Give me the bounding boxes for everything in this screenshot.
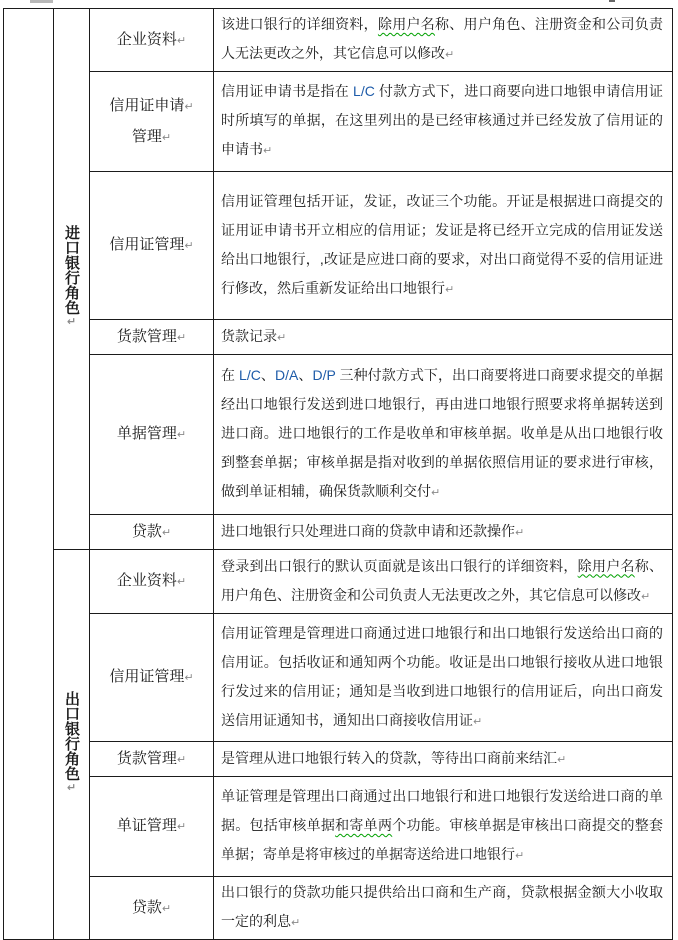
paragraph-mark: ↵ bbox=[161, 131, 172, 144]
function-desc-cell bbox=[214, 550, 673, 614]
text-segment: 付款方式下，进口商要向进口地银申请信用证时所填写的单据，在这里列出的是已经审核通过并已经发放了信用证的申请书 bbox=[221, 83, 663, 157]
table-row bbox=[4, 614, 673, 742]
text-segment: 登录到出口银行的默认页面就是该出口银行的详细资料， bbox=[221, 557, 578, 574]
paragraph-mark: ↵ bbox=[557, 753, 567, 766]
function-label-cell bbox=[90, 614, 214, 742]
paragraph-mark: ↵ bbox=[176, 34, 187, 47]
paragraph-mark: ↵ bbox=[291, 917, 301, 929]
text-segment: 进口地银行只处理进口商的贷款申请和还款操作 bbox=[221, 522, 515, 539]
crop-artifact-left bbox=[30, 0, 53, 3]
text-segment: 货款记录 bbox=[221, 327, 277, 344]
text-segment: 除用户名 bbox=[577, 557, 635, 574]
text-segment: 进口银行角色 bbox=[63, 225, 80, 315]
paragraph-mark: ↵ bbox=[65, 315, 77, 328]
text-segment: 信用证管理 bbox=[109, 236, 185, 253]
role-header-cell-import-bank bbox=[54, 9, 90, 550]
paragraph-mark: ↵ bbox=[515, 526, 525, 539]
text-segment: 信用证管理包括开证，发证，改证三个功能。开证是根据进口商提交的证用证申请书开立相应的信用证；发证是将已经开立完成的信用证发送给出口地银行，,改证是应进口商的要求，对出口商觉得不妥的信用证进行修改，然后重新发证给出口地银行 bbox=[221, 192, 663, 296]
function-desc-cell bbox=[214, 355, 673, 515]
table-row bbox=[4, 550, 673, 614]
text-segment: 出口银行的贷款功能只提供给出口商和生产商，贷款根据金额大小收取一定的利息 bbox=[221, 884, 663, 929]
left-spacer-cell bbox=[4, 9, 54, 940]
paragraph-mark: ↵ bbox=[184, 100, 194, 113]
paragraph-mark: ↵ bbox=[445, 283, 455, 296]
paragraph-mark: ↵ bbox=[641, 590, 651, 603]
table-row bbox=[4, 72, 673, 172]
text-segment: 信用证管理 bbox=[109, 668, 185, 685]
role-header-label bbox=[64, 691, 79, 794]
paragraph-mark: ↵ bbox=[184, 240, 194, 252]
table-row bbox=[4, 355, 673, 515]
function-label-cell bbox=[90, 9, 214, 72]
paragraph-mark: ↵ bbox=[161, 902, 172, 915]
function-desc-cell bbox=[214, 515, 673, 550]
paragraph-mark: ↵ bbox=[515, 850, 525, 862]
text-segment: 、 bbox=[298, 367, 313, 383]
function-label-cell bbox=[90, 515, 214, 550]
text-segment: 企业资料 bbox=[116, 572, 177, 589]
paragraph-mark: ↵ bbox=[176, 576, 187, 588]
text-segment: 信用证申请 bbox=[109, 96, 185, 114]
text-segment: 企业资料 bbox=[116, 30, 177, 48]
function-desc-cell bbox=[214, 9, 673, 72]
function-desc-cell bbox=[214, 172, 673, 320]
function-desc-cell bbox=[214, 742, 673, 777]
text-segment: 和寄单两 bbox=[335, 817, 393, 833]
text-segment: 个功能。审核单据是审核出口商提交的整套单据；寄单是将审核过的单据寄送给进口地银行 bbox=[221, 817, 664, 862]
text-segment: 称、用户角色、注册资金和公司负责人无法更改之外，其它信息可以修改 bbox=[221, 557, 664, 603]
text-segment: L/C bbox=[353, 83, 375, 99]
text-segment: 除用户名 bbox=[377, 16, 436, 32]
role-header-cell-export-bank bbox=[54, 550, 90, 940]
text-segment: 贷款 bbox=[131, 898, 162, 916]
text-segment: 在 bbox=[221, 367, 240, 383]
crop-artifact-right bbox=[609, 0, 615, 2]
paragraph-mark: ↵ bbox=[65, 780, 77, 794]
function-desc-cell bbox=[214, 777, 673, 877]
table-row bbox=[4, 9, 673, 72]
text-segment: 出口银行角色 bbox=[63, 690, 80, 781]
bank-roles-table bbox=[3, 8, 673, 940]
paragraph-mark: ↵ bbox=[176, 331, 187, 344]
paragraph-mark: ↵ bbox=[445, 49, 455, 61]
paragraph-mark: ↵ bbox=[176, 753, 187, 766]
function-label-cell bbox=[90, 550, 214, 614]
table-row bbox=[4, 172, 673, 320]
function-label-cell bbox=[90, 320, 214, 355]
text-segment: 是管理从进口地银行转入的贷款，等待出口商前来结汇 bbox=[221, 749, 557, 766]
text-segment: 信用证管理是管理进口商通过进口地银行和出口地银行发送给出口商的信用证。包括收证和通知两个功能。收证是出口地银行接收从进口地银行发过来的信用证；通知是当收到进口地银行的信用证后，向出口商发送信用证通知书，通知出口商接收信用证 bbox=[221, 624, 663, 728]
paragraph-mark: ↵ bbox=[184, 672, 194, 684]
table-row bbox=[4, 877, 673, 940]
text-segment: 称、用户角色、注册资金和公司负责人无法更改之外，其它信息可以修改 bbox=[221, 16, 664, 61]
paragraph-mark: ↵ bbox=[473, 715, 483, 728]
text-segment: D/P bbox=[312, 367, 336, 383]
text-segment: 三种付款方式下，出口商要将进口商要求提交的单据经出口地银行发送到进口地银行，再由进口地银行照要求将单据转送到进口商。进口地银行的工作是收单和审核单据。收单是从出口地银行收到整套单据；审核单据是指对收到的单据依照信用证的要求进行审核，做到单证相辅，确保货款顺利交付 bbox=[221, 367, 664, 499]
paragraph-mark: ↵ bbox=[176, 429, 187, 441]
function-desc-cell bbox=[214, 72, 673, 172]
text-segment: 该进口银行的详细资料， bbox=[221, 16, 378, 32]
table-row bbox=[4, 515, 673, 550]
paragraph-mark: ↵ bbox=[277, 331, 287, 344]
function-label-cell bbox=[90, 172, 214, 320]
function-desc-cell bbox=[214, 614, 673, 742]
function-desc-cell bbox=[214, 320, 673, 355]
function-label-cell bbox=[90, 355, 214, 515]
paragraph-mark: ↵ bbox=[431, 487, 441, 499]
function-label-cell bbox=[90, 72, 214, 172]
paragraph-mark: ↵ bbox=[176, 821, 187, 833]
text-segment: 贷款 bbox=[131, 522, 162, 540]
paragraph-mark: ↵ bbox=[161, 526, 172, 539]
function-label-cell bbox=[90, 742, 214, 777]
text-segment: 信用证申请书是指在 bbox=[221, 83, 354, 99]
role-header-label bbox=[64, 225, 79, 328]
paragraph-mark: ↵ bbox=[263, 145, 273, 157]
function-desc-cell bbox=[214, 877, 673, 940]
text-segment: 单据管理 bbox=[116, 425, 177, 442]
table-row bbox=[4, 320, 673, 355]
text-segment: 管理 bbox=[131, 127, 162, 145]
function-label-cell bbox=[90, 877, 214, 940]
text-segment: 货款管理 bbox=[116, 749, 177, 767]
text-segment: 货款管理 bbox=[116, 327, 177, 345]
function-label-cell bbox=[90, 777, 214, 877]
table-row bbox=[4, 777, 673, 877]
text-segment: 单证管理 bbox=[116, 817, 177, 834]
text-segment: L/C bbox=[239, 367, 261, 383]
text-segment: 、 bbox=[260, 367, 275, 383]
text-segment: D/A bbox=[274, 367, 299, 383]
table-row bbox=[4, 742, 673, 777]
text-segment: 单证管理是管理出口商通过出口地银行和进口地银行发送给进口商的单据。包括审核单据 bbox=[221, 788, 663, 833]
